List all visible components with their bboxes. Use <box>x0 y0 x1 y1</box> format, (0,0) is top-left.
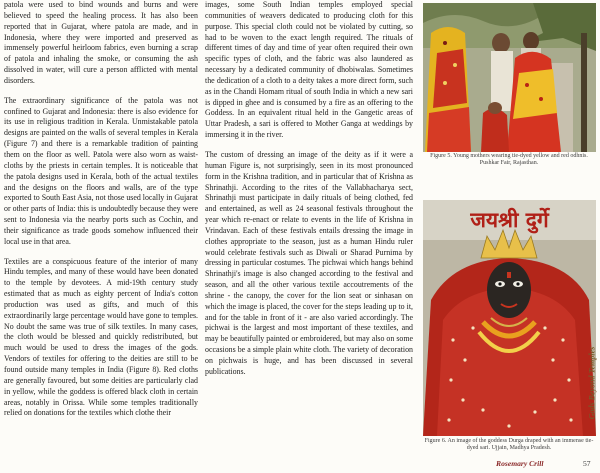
sidebar-title <box>586 318 598 448</box>
paragraph: Textiles are a conspicuous feature of the interior of many Hindu temples, and many of these would have been donated to the temple by devotees. A mid-19th century study estimated that as much as eighty percent of India's cotton production was used as gifts, and much of this extraordinarily large percentage would have gone to temples. No doubt the same was true of silk textiles. In many cases, the cloth would be blessed and quickly redistributed, but much would be used to dress the images of the gods. Vendors of textiles for offering to the deities are still to be found outside many temples in India (Figure 8). Red cloths are generally favoured, but some deities are particularly clad in yellow, while the goddess is offered black cloth in certain areas, notably in Orissa. While some temples traditionally relied on donations for the textiles which clothe their <box>4 256 198 418</box>
page-number: 57 <box>583 459 591 468</box>
figure-6-photo <box>423 200 596 436</box>
paragraph: images, some South Indian temples employed special communities of weavers dedicated to producing cloth for this purpose. This special cloth could not be violated by cutting, so had to be woven to the exact length required. The rituals of different times of day and time of year often required their own specific types of cloth, and the fabric was also laundered as necessary by a dedicated community of dhobiwalas. Sometimes the dedication of a cloth to a deity takes a more direct form, such as in the Chandi Homam ritual of south India in which a new sari is dipped in ghee and is consumed by a fire as an offering to the Goddess. In an equivalent ritual held in the Gangetic areas of Uttar Pradesh, a sari is offered to Mother Ganga at weddings by immersing it in the river. <box>205 0 413 140</box>
figure-5-photo <box>423 3 596 152</box>
figure-6-caption: Figure 6. An image of the goddess Durga draped with an immense tie-dyed sari. Ujjain, Madhya Pradesh. <box>424 438 594 452</box>
paragraph: The custom of dressing an image of the deity as if it were a human Figure is, not surprisingly, seen in its most pronounced form in the Krishna tradition, and in particular that of Krishna as Shrinathji. According to the rites of the Vallabhacharya sect, Shrinathji must participate in daily rituals of being clothed, fed and entertained, as well as 24 seasonal festivals throughout the year which re-enact or relate to events in the life of Krishna in Vrindavan. Each of these festivals entails dressing the image in clothes appropriate to the season, just as a human Hindu ruler would celebrate festivals such as Diwali or Sharad Purnima by dressing in particular costumes. The pichwai which hangs behind Shrinathji's image is also changed according to the festival and season, and all the other various textile accoutrements of the shrine - the canopy, the cover for the lion seat or sinhasan on which the image is placed, the cover for the steps leading up to it, and for the table in front of it - are also varied accordingly. The pichwai is the largest and most important of these textiles, and may be beautifully painted or embroidered, but may also on some occasions be a simple plain white cloth. The variety of decoration on pichwais is huge, and has been discussed in several publications. <box>205 149 413 376</box>
paragraph: patola were used to bind wounds and burns and were believed to speed the healing process. It has also been reported that in Gujarat, where patola are made, and in Indonesia, where they were imported and preserved as immensely powerful heirloom fabrics, even burning a scrap of patola and inhaling the smoke, or consuming the ash dissolved in water, will cure a person afflicted with mental disorders. <box>4 0 198 85</box>
text-column-left <box>4 0 198 419</box>
paragraph: The extraordinary significance of the patola was not confined to Gujarat and Indonesia: there is also evidence for its use in religious tradition in Kerala. Unmistakable patola designs are painted on the walls of several temples in Kerala (Figure 7) and there is a remarkable tradition of painting them on the floor as well. Patola were also worn as waist-cloths by the priests in certain temples. It is noticeable that the patola designs used in Kerala, both of the actual textiles and the designs on the floors and walls, are of the type exported to South East Asia, not those used locally in Gujarat or other parts of India: this is undoubtedly because they were sent to Indonesia via the nearby ports such as Cochin, and their significance as trade goods somehow influenced their local use in that area. <box>4 95 198 246</box>
sidebar-title-text: Gods Beyond Temples <box>587 346 597 420</box>
figure-5-caption: Figure 5. Young mothers wearing tie-dyed yellow and red odhnis. Pushkar Fair, Rajasthan. <box>430 153 588 167</box>
text-column-middle <box>205 0 413 378</box>
footer-author: Rosemary Crill <box>496 459 544 468</box>
figure-6-inscription: जयश्री दुर्गे <box>470 208 549 232</box>
